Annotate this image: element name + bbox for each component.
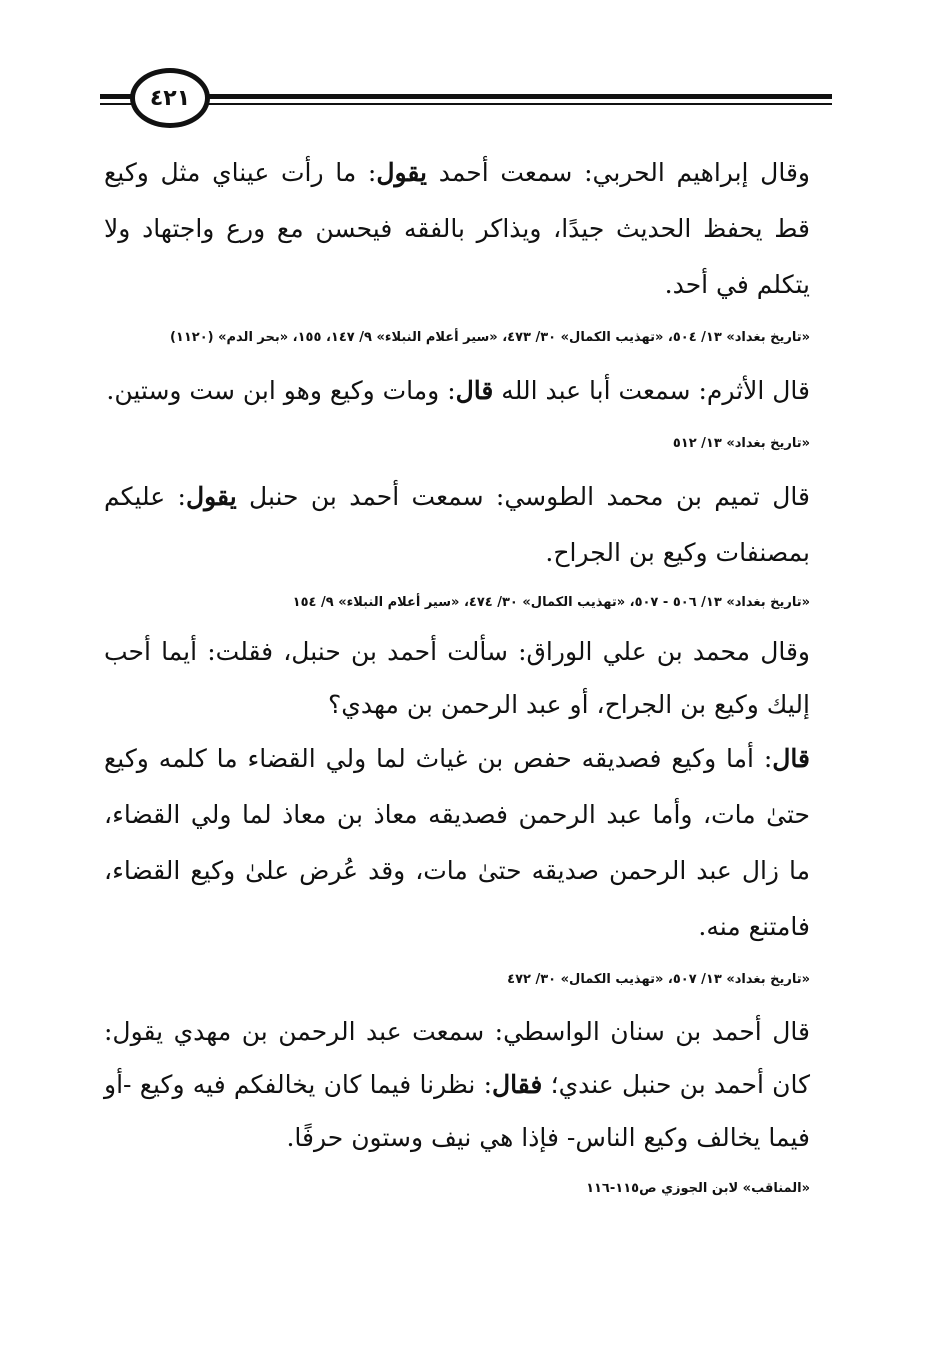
text-run: : أما وكيع فصديقه حفص بن غياث لما ولي القضاء ما كلمه وكيع حتىٰ مات، وأما عبد الرحمن فصديقه معاذ بن معاذ لما ولي القضاء، ما زال عبد الرحمن صديقه حتىٰ مات، وقد عُرض علىٰ وكيع القضاء، فامتنع منه.	[104, 744, 810, 941]
paragraph-tamim	[104, 469, 810, 581]
paragraph-answer	[104, 731, 810, 955]
page-number: ٤٢١	[149, 85, 191, 111]
page-body	[104, 145, 810, 1214]
text-run: : نظرنا فيما كان يخالفكم فيه وكيع -أو فيما يخالف وكيع الناس- فإذا هي نيف وستون حرفًا.	[104, 1070, 810, 1152]
paragraph-wasiti	[104, 1005, 810, 1164]
paragraph-athram	[104, 363, 810, 419]
text-run: : ما رأت عيناي مثل وكيع قط يحفظ الحديث جيدًا، ويذاكر بالفقه فيحسن مع ورع واجتهاد ولا يتكلم في أحد.	[104, 158, 810, 299]
header-rule-thin	[100, 103, 832, 105]
text-run: وقال محمد بن علي الوراق: سألت أحمد بن حنبل، فقلت: أيما أحب إليك وكيع بن الجراح، أو عبد الرحمن بن مهدي؟	[104, 637, 810, 719]
page-header	[100, 58, 832, 138]
bold-keyword: يقول	[376, 158, 428, 187]
text-run: قال تميم بن محمد الطوسي: سمعت أحمد بن حنبل	[236, 482, 810, 511]
text-run: قال أحمد بن سنان الواسطي: سمعت عبد الرحمن بن مهدي يقول: كان أحمد بن حنبل عندي؛	[104, 1017, 811, 1099]
text-run: وقال إبراهيم الحربي: سمعت أحمد	[427, 158, 810, 187]
reference-citation: «تاريخ بغداد» ١٣/ ٥٠٧، «تهذيب الكمال» ٣٠/ ٤٧٢	[507, 972, 810, 987]
bold-keyword: يقول	[185, 482, 237, 511]
reference-citation: «تاريخ بغداد» ١٣/ ٥١٢	[672, 436, 810, 451]
text-run: : عليكم بمصنفات وكيع بن الجراح.	[104, 482, 810, 567]
text-run: قال الأثرم: سمعت أبا عبد الله	[493, 376, 810, 405]
bold-keyword: قال	[455, 376, 494, 405]
page-number-badge	[130, 68, 210, 128]
text-run: : ومات وكيع وهو ابن ست وستين.	[106, 376, 456, 405]
reference-citation: «تاريخ بغداد» ١٣/ ٥٠٦ - ٥٠٧، «تهذيب الكمال» ٣٠/ ٤٧٤، «سير أعلام النبلاء» ٩/ ١٥٤	[292, 595, 810, 610]
paragraph-harbi	[104, 145, 810, 313]
bold-keyword: قال	[772, 744, 810, 773]
paragraph-warraq	[104, 625, 810, 731]
bold-keyword: فقال	[492, 1070, 543, 1099]
reference-citation: «تاريخ بغداد» ١٣/ ٥٠٤، «تهذيب الكمال» ٣٠/ ٤٧٣، «سير أعلام النبلاء» ٩/ ١٤٧، ١٥٥، «بحر الدم» (١١٢٠)	[169, 330, 810, 345]
reference-citation: «المناقب» لابن الجوزي ص١١٥-١١٦	[586, 1181, 810, 1196]
